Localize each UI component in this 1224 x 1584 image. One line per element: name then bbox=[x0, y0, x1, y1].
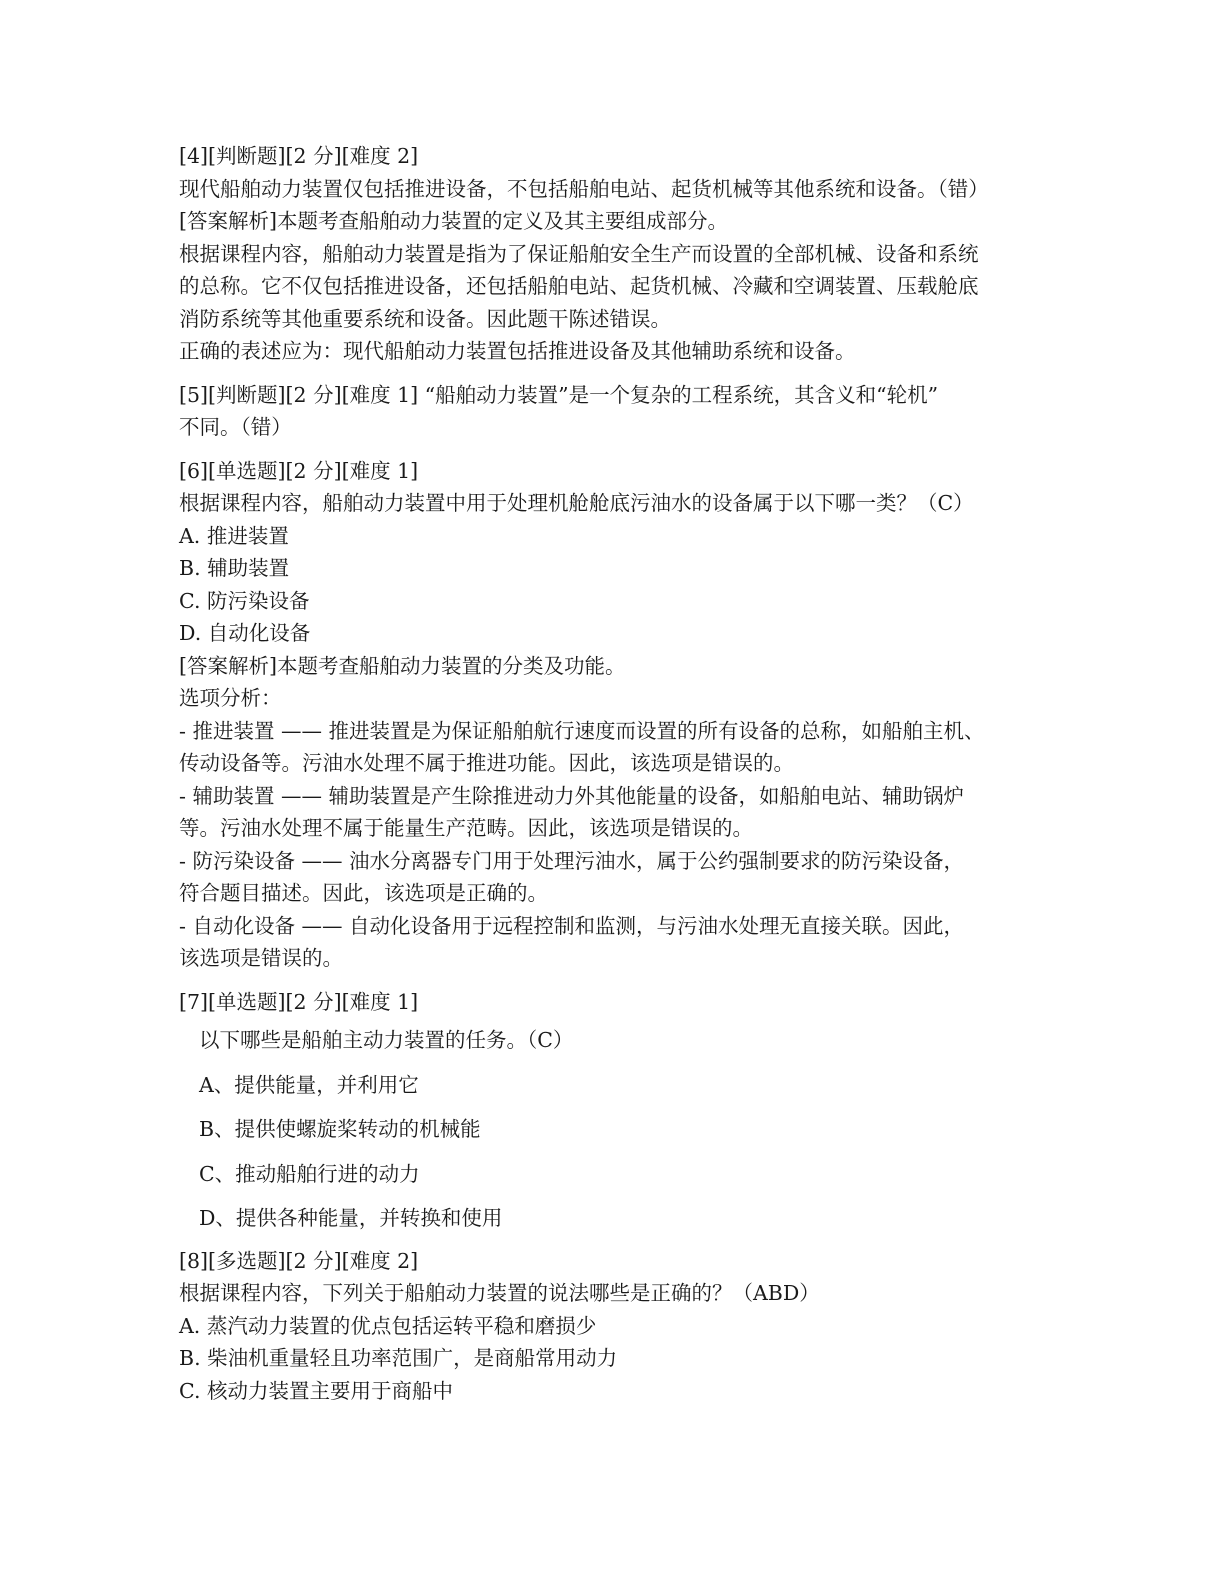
question-5 bbox=[179, 379, 1059, 444]
option-b: B. 柴油机重量轻且功率范围广，是商船常用动力 bbox=[179, 1346, 618, 1370]
option-c: C、推动船舶行进的动力 bbox=[199, 1161, 420, 1186]
question-6 bbox=[179, 455, 1059, 975]
analysis-line: 等。污油水处理不属于能量生产范畴。因此，该选项是错误的。 bbox=[179, 816, 753, 840]
question-header: [8][多选题][2 分][难度 2] bbox=[179, 1248, 419, 1273]
analysis-line: 消防系统等其他重要系统和设备。因此题干陈述错误。 bbox=[179, 306, 671, 331]
analysis-line: - 防污染设备 —— 油水分离器专门用于处理污油水，属于公约强制要求的防污染设备， bbox=[179, 848, 964, 873]
option-b: B、提供使螺旋桨转动的机械能 bbox=[199, 1117, 481, 1141]
question-7 bbox=[179, 986, 1059, 1241]
question-stem: 根据课程内容，船舶动力装置中用于处理机舱舱底污油水的设备属于以下哪一类？（C） bbox=[179, 491, 974, 515]
analysis-line: 该选项是错误的。 bbox=[179, 946, 343, 970]
option-a: A. 推进装置 bbox=[179, 523, 289, 548]
question-header: [7][单选题][2 分][难度 1] bbox=[179, 989, 419, 1014]
analysis-line: 符合题目描述。因此，该选项是正确的。 bbox=[179, 881, 548, 905]
question-4 bbox=[179, 140, 1059, 368]
option-d: D. 自动化设备 bbox=[179, 621, 311, 645]
option-a: A、提供能量，并利用它 bbox=[199, 1072, 419, 1097]
question-header: [4][判断题][2 分][难度 2] bbox=[179, 144, 419, 168]
question-stem: 现代船舶动力装置仅包括推进设备，不包括船舶电站、起货机械等其他系统和设备。（错） bbox=[179, 176, 989, 201]
analysis-subtitle: 选项分析： bbox=[179, 686, 282, 710]
answer-analysis-title: [答案解析]本题考查船舶动力装置的定义及其主要组成部分。 bbox=[179, 209, 728, 233]
analysis-line: - 自动化设备 —— 自动化设备用于远程控制和监测，与污油水处理无直接关联。因此， bbox=[179, 913, 964, 938]
option-b: B. 辅助装置 bbox=[179, 556, 290, 580]
analysis-line: 根据课程内容，船舶动力装置是指为了保证船舶安全生产而设置的全部机械、设备和系统 bbox=[179, 241, 979, 266]
option-c: C. 防污染设备 bbox=[179, 588, 310, 613]
question-header: [6][单选题][2 分][难度 1] bbox=[179, 458, 419, 483]
question-stem: [5][判断题][2 分][难度 1] “船舶动力装置”是一个复杂的工程系统，其含义和“轮机” bbox=[179, 382, 939, 407]
analysis-line: 的总称。它不仅包括推进设备，还包括船舶电站、起货机械、冷藏和空调装置、压载舱底 bbox=[179, 274, 979, 298]
document-page bbox=[179, 140, 1059, 1407]
question-8 bbox=[179, 1245, 1059, 1408]
analysis-line: 正确的表述应为：现代船舶动力装置包括推进设备及其他辅助系统和设备。 bbox=[179, 339, 856, 363]
analysis-line: 传动设备等。污油水处理不属于推进功能。因此，该选项是错误的。 bbox=[179, 751, 794, 775]
option-a: A. 蒸汽动力装置的优点包括运转平稳和磨损少 bbox=[179, 1313, 597, 1338]
question-stem: 以下哪些是船舶主动力装置的任务。（C） bbox=[199, 1028, 574, 1052]
analysis-line: - 推进装置 —— 推进装置是为保证船舶航行速度而设置的所有设备的总称，如船舶主机、 bbox=[179, 718, 985, 743]
option-d: D、提供各种能量，并转换和使用 bbox=[199, 1206, 503, 1230]
question-stem: 根据课程内容，下列关于船舶动力装置的说法哪些是正确的？（ABD） bbox=[179, 1281, 820, 1305]
answer-analysis-title: [答案解析]本题考查船舶动力装置的分类及功能。 bbox=[179, 653, 626, 678]
option-c: C. 核动力装置主要用于商船中 bbox=[179, 1378, 453, 1403]
question-stem: 不同。（错） bbox=[179, 415, 292, 439]
analysis-line: - 辅助装置 —— 辅助装置是产生除推进动力外其他能量的设备，如船舶电站、辅助锅炉 bbox=[179, 783, 964, 808]
